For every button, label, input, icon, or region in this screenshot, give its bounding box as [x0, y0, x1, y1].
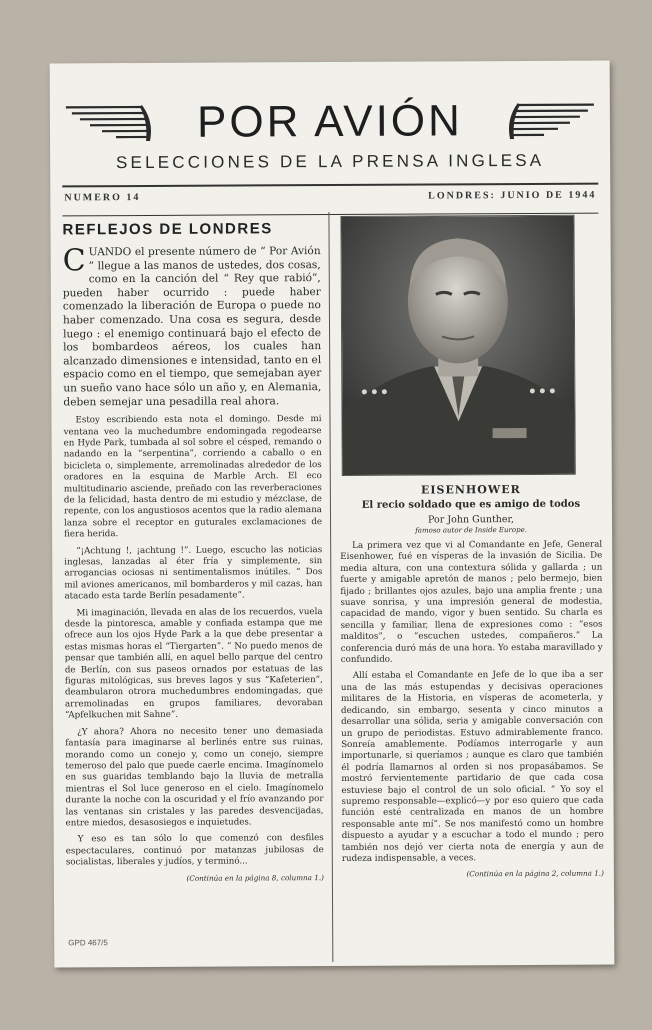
- left-article: [62, 216, 323, 883]
- newspaper-title: POR AVIÓN: [196, 96, 463, 147]
- portrait-subtitle: El recio soldado que es amigo de todos: [361, 498, 581, 511]
- print-code: GPD 467/5: [68, 938, 108, 948]
- portrait-name: EISENHOWER: [420, 483, 521, 497]
- drop-cap: C: [62, 243, 86, 279]
- article-paragraph: Y eso es tan sólo lo que comenzó con desfiles espectaculares, continuó por matanzas jubilosas de socialistas, liberales y judíos, y terminó...: [65, 833, 324, 868]
- byline: Por John Gunther,: [428, 514, 515, 526]
- issue-band: [62, 183, 598, 217]
- article-paragraph: Estoy escribiendo esta nota el domingo. Desde mi ventana veo la muchedumbre endomingada regodearse en Hyde Park, tumbada al sol sobre el césped, remando o nadando en la “serpentina”, corriendo a caballo o en bicicleta o, simplemente, arremolinadas alrededor de los oradores en la esquina de Marble Arch. El eco multitudinario asciende, preñado con las reverberaciones de la felicidad, hasta dentro de mi estudio y mézclase, de repente, con los angustiosos acentos que la radio alemana lanza sobre el receptor en guturales exclamaciones de fiera herida.: [63, 414, 323, 540]
- masthead: [50, 91, 611, 194]
- issue-date: LONDRES: JUNIO DE 1944: [428, 189, 597, 202]
- issue-number: NUMERO 14: [64, 191, 141, 204]
- newspaper-page: [50, 61, 615, 968]
- continued-note: (Continúa en la página 2, columna 1.): [466, 868, 604, 879]
- article-paragraph: La primera vez que vi al Comandante en Jefe, General Eisenhower, fué en vísperas de la invasión de Sicilia. De media altura, con una contextura sólida y gallarda ; un fuerte y amigable apretón de manos ; pelo bermejo, bien fijado ; brillantes ojos azules, bajo una amplia frente ; una suave sonrisa, y una impresión general de modestia, capacidad de mando, vigor y buen sentido. Su charla es sencilla y familiar, llena de expresiones como : “esos malditos”, o “escuchen ustedes, compañeros.” La conferencia duró más de una hora. Yo estaba maravillado y confundido.: [340, 539, 603, 666]
- portrait-photo: [340, 215, 575, 476]
- article-paragraph: Allí estaba el Comandante en Jefe de lo que iba a ser una de las más estupendas y decisivas operaciones militares de la Historia, en vísperas de acometerla, y dedicando, sin embargo, sesenta y cinco minutos a desarrollar una sólida, seria y amigable conversación con un grupo de periodistas. Estuvo admirablemente franco. Sonreía amablemente. Podíamos interrogarle y aun importunarle, si queríamos ; aunque es claro que también él podría llamarnos al orden si nos propasábamos. Se mostró fervientemente partidario de que cada cosa estuviese bajo el control de un solo oficial. “ Yo soy el supremo responsable—explicó—y por eso quiero que cada función esté centralizada en manos de un hombre responsable ante mí”. Se nos manifestó como un hombre dispuesto a ayudar y a escuchar a todo el mundo ; pero también nos dejó ver cierta nota de energía y aun de rudeza indispensable, a veces.: [340, 670, 604, 864]
- article-paragraph: ¿Y ahora? Ahora no necesito tener uno demasiada fantasía para imaginarse al berlinés entre sus ruinas, morando como un conejo y, como un conejo, siempre temeroso del palo que puede caerle encima. Imagínomelo en sus guaridas temblando bajo la lluvia de metralla mientras el Sol luce generoso en el cielo. Imagínomelo durante la noche con la oscuridad y el frío avanzando por las ventanas sin cristales y las paredes desvencijadas, entre miedos, desasosiegos e inquietudes.: [65, 725, 324, 829]
- lead-text: UANDO el presente número de “ Por Avión ” llegue a las manos de ustedes, dos cosas, como en la canción del “ Rey que rabió”, pueden haber ocurrido : puede haber comenzado la liberación de Europa o puede no haber comenzado. Una cosa es segura, desde luego : el enemigo continuará bajo el efecto de los bombardeos aéreos, los cuales han alcanzado dimensiones e intensidad, tanto en el espacio como en el tiempo, que semejaban ayer un sueño vano hace sólo un año y, en Alemania, deben semejar una pesadilla real ahora.: [62, 245, 322, 408]
- article-lead: [63, 245, 322, 409]
- article-paragraph: Mi imaginación, llevada en alas de los recuerdos, vuela desde la pintoresca, amable y confiada estampa que me ofrece aun los ojos Hyde Park a la que debe presentar a estas mismas horas el “Tiergarten”. “ No puedo menos de pensar que también allí, en aquel bello parque del centro de Berlín, con sus paseos ornados por estatuas de las figuras mitológicas, sus breves lagos y sus “Kafeterien”, deambularon otrora muchedumbres endomingadas, que arremolinadas en grupos familiares, devoraban “Apfelkuchen mit Sahne”.: [64, 606, 324, 721]
- article-title: REFLEJOS DE LONDRES: [62, 220, 273, 239]
- article-paragraph: “¡Achtung !, ¡achtung !”. Luego, escucho las noticias inglesas, lanzadas al éter fría y simplemente, sin arrogancias ociosas ni sentimentalismos inútiles. “ Dos mil aviones americanos, mil bombarderos y mil cazas, han atacado esta tarde Berlín pesadamente”.: [64, 544, 323, 602]
- byline-note: famoso autor de Inside Europe.: [415, 525, 527, 535]
- column-divider: [328, 212, 333, 962]
- newspaper-subtitle: SELECCIONES DE LA PRENSA INGLESA: [115, 150, 545, 173]
- right-wing-emblem: [506, 99, 596, 143]
- continued-note: (Continúa en la página 8, columna 1.): [186, 872, 324, 883]
- right-article: [338, 215, 603, 880]
